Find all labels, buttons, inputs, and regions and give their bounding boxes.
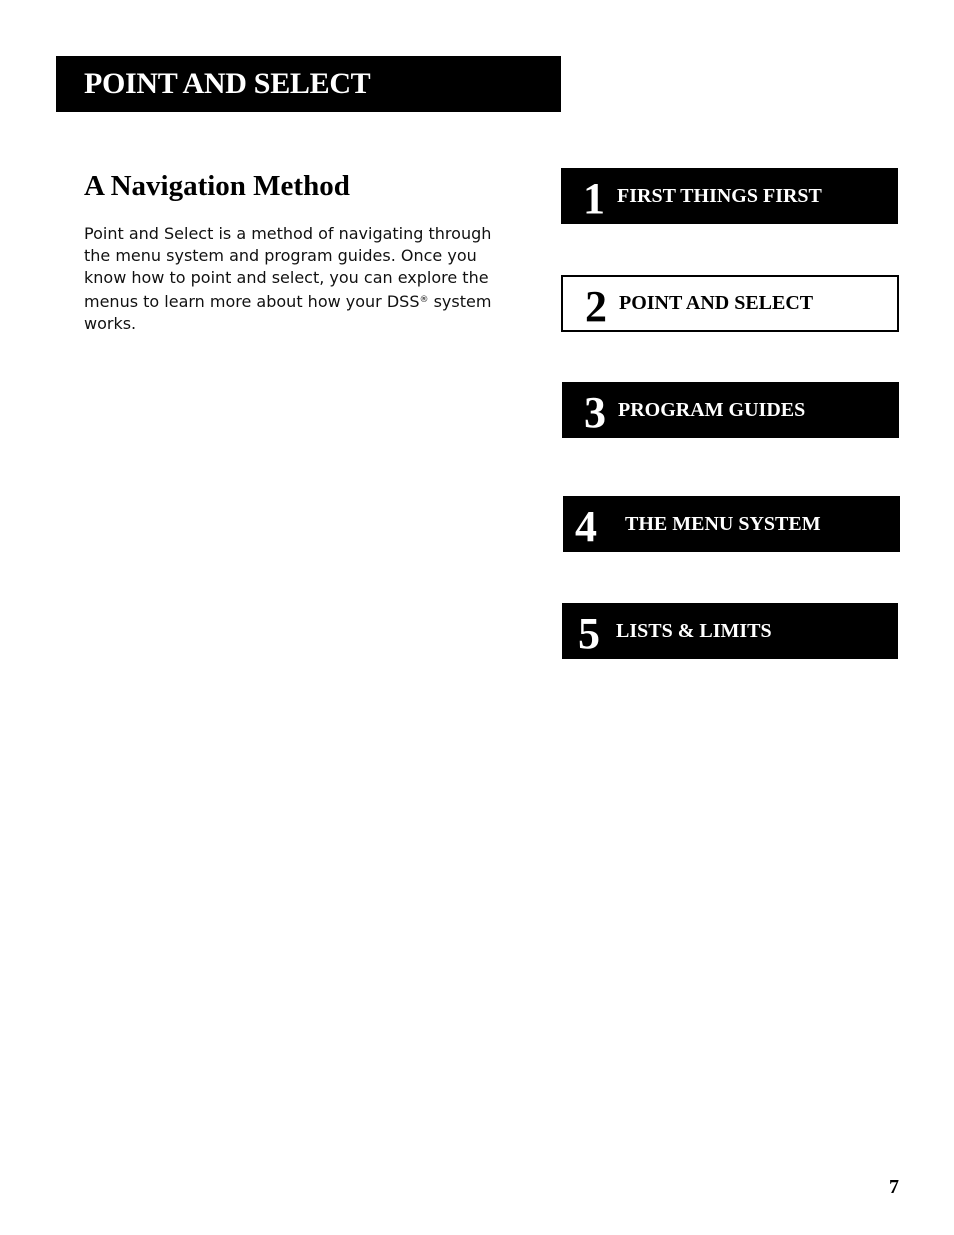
section-title: POINT AND SELECT [84, 67, 371, 100]
chapter-tab-the-menu-system[interactable] [563, 496, 900, 552]
chapter-tab-first-things-first[interactable] [561, 168, 898, 224]
chapter-tab-point-and-select[interactable] [561, 275, 899, 332]
chapter-label: PROGRAM GUIDES [618, 398, 806, 421]
page-subheading: A Navigation Method [84, 170, 350, 202]
chapter-number: 3 [584, 388, 606, 437]
chapter-tab-program-guides[interactable] [562, 382, 899, 438]
chapter-number: 5 [578, 609, 600, 658]
intro-paragraph [84, 223, 514, 335]
chapter-tab-lists-and-limits[interactable] [562, 603, 898, 659]
chapter-number: 1 [583, 174, 605, 223]
page-number: 7 [889, 1176, 899, 1198]
intro-text: Point and Select is a method of navigating through the menu system and program guides. Once you know how to point and select, you can explore the menus to learn more about how your DSS [84, 224, 492, 311]
section-header-bar [56, 56, 561, 112]
intro-text-end: system works. [84, 292, 492, 333]
chapter-number: 4 [575, 502, 597, 551]
chapter-label: THE MENU SYSTEM [625, 512, 821, 535]
registered-mark: ® [419, 295, 429, 305]
chapter-label: FIRST THINGS FIRST [617, 184, 822, 207]
chapter-label: LISTS & LIMITS [616, 619, 772, 642]
chapter-number: 2 [585, 281, 607, 331]
chapter-label: POINT AND SELECT [619, 292, 814, 314]
